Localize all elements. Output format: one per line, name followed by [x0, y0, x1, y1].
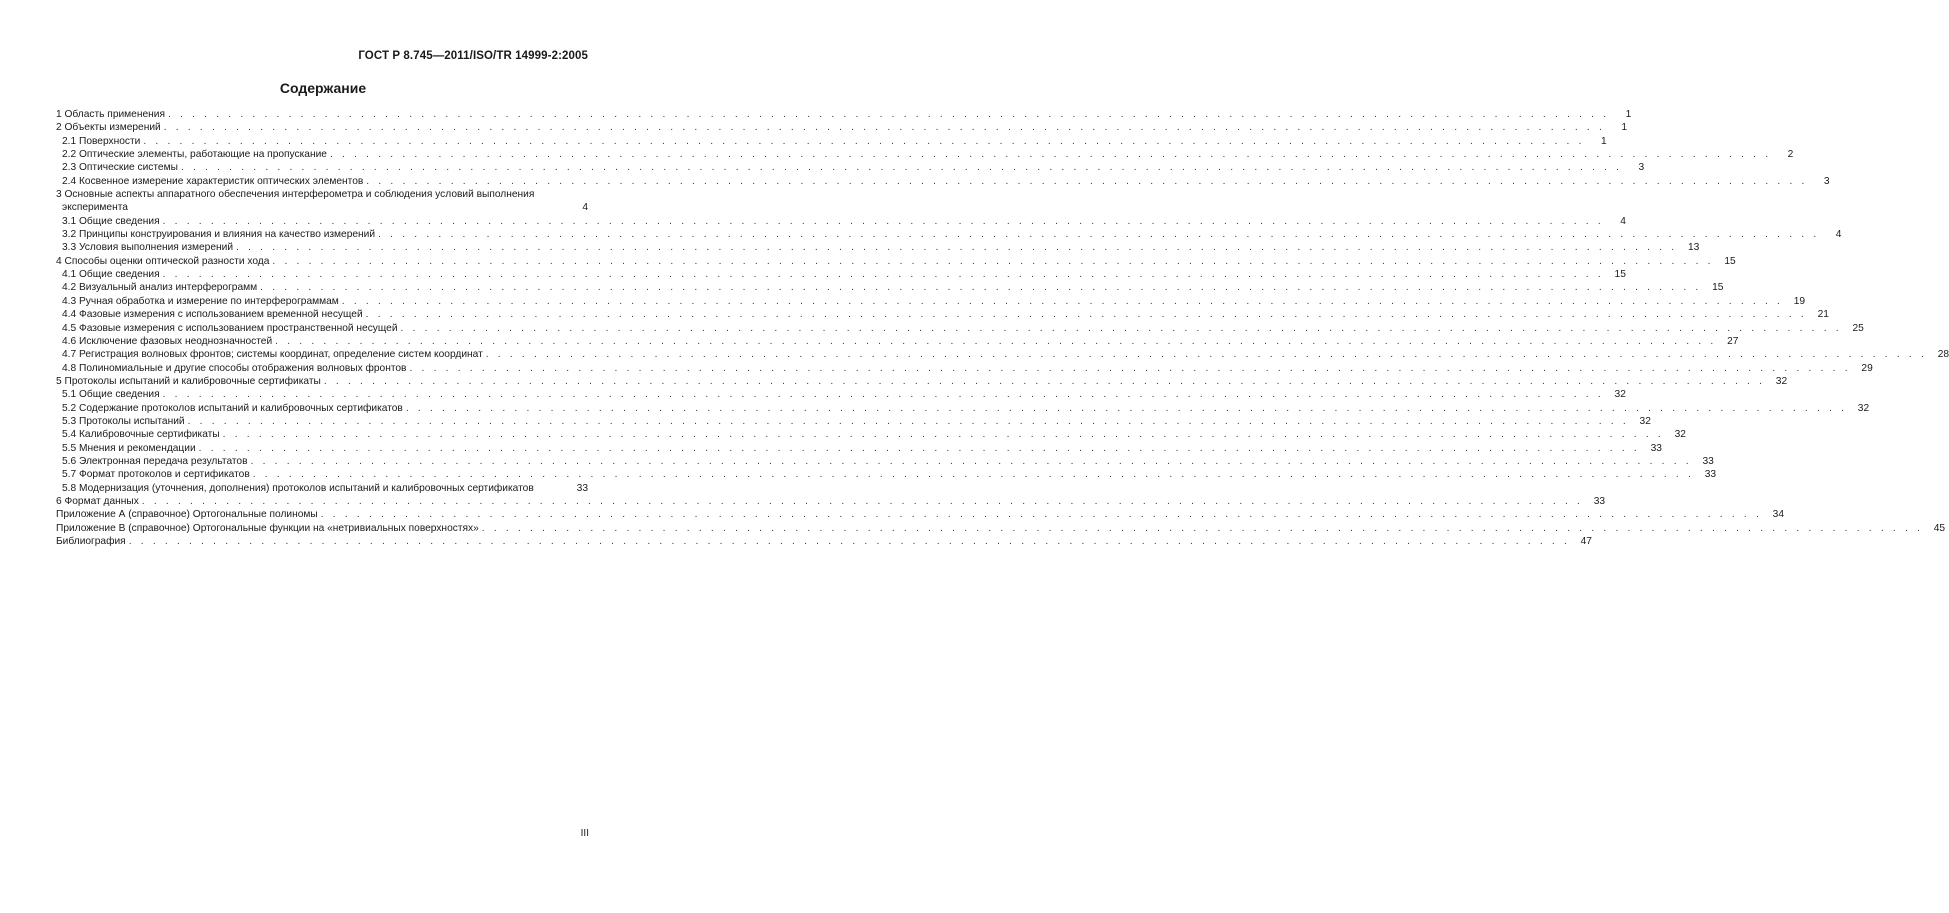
toc-entry-title: 5.4 Калибровочные сертификаты [62, 429, 220, 441]
dot-leader: . . . . . . . . . . . . . . . . . . . . . . . . . . . . . . . . . . . . . . . . . . . . . . . . . . . . . . . . . . . . . . . . . . . . . . . . . . . . . . . . . . . . . . . . . . . . . . . . . . . . . . . . . . . . . . . . . . . . . . . . [323, 375, 1766, 387]
toc-entry-title: 2.2 Оптические элементы, работающие на пропускание [62, 149, 327, 161]
dot-leader: . . . . . . . . . . . . . . . . . . . . . . . . . . . . . . . . . . . . . . . . . . . . . . . . . . . . . . . . . . . . . . . . . . . . . . . . . . . . . . . . . . . . . . . . . . . . . . . . . . . . . . . . . . . . . . . . . . . . . . . . [252, 469, 1695, 481]
toc-entry-page: 28 [1937, 349, 1949, 361]
toc-entry-page: 15 [1724, 255, 1736, 267]
toc-entry-title: Приложение В (справочное) Ортогональные функции на «нетривиальных поверхностях» [56, 522, 479, 534]
dot-leader: . . . . . . . . . . . . . . . . . . . . . . . . . . . . . . . . . . . . . . . . . . . . . . . . . . . . . . . . . . . . . . . . . . . . . . . . . . . . . . . . . . . . . . . . . . . . . . . . . . . . . . . . . . . . . . . . . . . . . . . . [236, 242, 1678, 254]
toc-entry-title: 2.1 Поверхности [62, 135, 141, 147]
table-of-contents [56, 108, 1949, 548]
dot-leader: . . . . . . . . . . . . . . . . . . . . . . . . . . . . . . . . . . . . . . . . . . . . . . . . . . . . . . . . . . . . . . . . . . . . . . . . . . . . . . . . . . . . . . . . . . . . . . . . . . . . . . . . . . . . . . . . . . . . . . . . [162, 215, 1604, 227]
dot-leader: . . . . . . . . . . . . . . . . . . . . . . . . . . . . . . . . . . . . . . . . . . . . . . . . . . . . . . . . . . . . . . . . . . . . . . . . . . . . . . . . . . . . . . . . . . . . . . . . . . . . . . . . . . . . . . . . . . . . . . . . [275, 335, 1717, 347]
toc-entry-page: 2 [1787, 149, 1794, 161]
dot-leader: . . . . . . . . . . . . . . . . . . . . . . . . . . . . . . . . . . . . . . . . . . . . . . . . . . . . . . . . . . . . . . . . . . . . . . . . . . . . . . . . . . . . . . . . . . . . . . . . . . . . . . . . . . . . . . . . . . . . . . . . [163, 122, 1605, 134]
toc-entry-page: 27 [1727, 335, 1739, 347]
toc-entry-page: 3 [1638, 162, 1645, 174]
toc-entry [56, 281, 1724, 294]
toc-entry-title: 5.5 Мнения и рекомендации [62, 442, 196, 454]
toc-entry-page: 1 [1621, 122, 1627, 134]
toc-entry-title: 3.2 Принципы конструирования и влияния на качество измерений [62, 229, 376, 241]
toc-entry [56, 428, 1686, 441]
dot-leader: . . . . . . . . . . . . . . . . . . . . . . . . . . . . . . . . . . . . . . . . . . . . . . . . . . . . . . . . . . . . . . . . . . . . . . . . . . . . . . . . . . . . . . . . . . . . . . . . . . . . . . . . . . . . . . . . . . . . . . . . [198, 442, 1640, 454]
dot-leader: . . . . . . . . . . . . . . . . . . . . . . . . . . . . . . . . . . . . . . . . . . . . . . . . . . . . . . . . . . . . . . . . . . . . . . . . . . . . . . . . . . . . . . . . . . . . . . . . . . . . . . . . . . . . . . . . . . . . . . . . [162, 269, 1604, 281]
dot-leader: . . . . . . . . . . . . . . . . . . . . . . . . . . . . . . . . . . . . . . . . . . . . . . . . . . . . . . . . . . . . . . . . . . . . . . . . . . . . . . . . . . . . . . . . . . . . . . . . . . . . . . . . . . . . . . . . . . . . . . . . [378, 229, 1820, 241]
dot-leader: . . . . . . . . . . . . . . . . . . . . . . . . . . . . . . . . . . . . . . . . . . . . . . . . . . . . . . . . . . . . . . . . . . . . . . . . . . . . . . . . . . . . . . . . . . . . . . . . . . . . . . . . . . . . . . . . . . . . . . . . [187, 415, 1629, 427]
dot-leader: . . . . . . . . . . . . . . . . . . . . . . . . . . . . . . . . . . . . . . . . . . . . . . . . . . . . . . . . . . . . . . . . . . . . . . . . . . . . . . . . . . . . . . . . . . . . . . . . . . . . . . . . . . . . . . . . . . . . . . . . [320, 509, 1762, 521]
toc-entry-page: 33 [1593, 495, 1606, 507]
toc-entry-title: 4.5 Фазовые измерения с использованием пространственной несущей [62, 322, 398, 334]
toc-entry-page: 33 [1704, 469, 1717, 481]
dot-leader: . . . . . . . . . . . . . . . . . . . . . . . . . . . . . . . . . . . . . . . . . . . . . . . . . . . . . . . . . . . . . . . . . . . . . . . . . . . . . . . . . . . . . . . . . . . . . . . . . . . . . . . . . . . . . . . . . . . . . . . . [400, 322, 1842, 334]
toc-entry-title: 6 Формат данных [56, 495, 139, 507]
toc-entry-page: 47 [1580, 536, 1592, 547]
toc-entry [56, 455, 1714, 468]
toc-entry-title: 4.4 Фазовые измерения с использованием временной несущей [62, 309, 363, 321]
toc-entry [56, 322, 1864, 335]
toc-entry [56, 135, 1607, 148]
toc-entry-page: 1 [1600, 135, 1607, 147]
dot-leader: . . . . . . . . . . . . . . . . . . . . . . . . . . . . . . . . . . . . . . . . . . . . . . . . . . . . . . . . . . . . . . . . . . . . . . . . . . . . . . . . . . . . . . . . . . . . . . . . . . . . . . . . . . . . . . . . . . . . . . . . [141, 495, 1584, 507]
toc-entry [56, 508, 1784, 521]
toc-entry-title: Библиография [56, 536, 126, 547]
toc-entry-page: 32 [1674, 429, 1686, 441]
toc-entry-title: 1 Область применения [56, 109, 165, 120]
toc-entry-page: 25 [1852, 322, 1864, 334]
toc-entry [56, 335, 1739, 348]
toc-entry [56, 308, 1829, 321]
toc-entry [56, 468, 1717, 481]
dot-leader: . . . . . . . . . . . . . . . . . . . . . . . . . . . . . . . . . . . . . . . . . . . . . . . . . . . . . . . . . . . . . . . . . . . . . . . . . . . . . . . . . . . . . . . . . . . . . . . . . . . . . . . . . . . . . . . . . . . . . . . . [167, 109, 1610, 120]
toc-entry-page: 4 [1835, 229, 1842, 241]
toc-entry [56, 442, 1662, 455]
dot-leader: . . . . . . . . . . . . . . . . . . . . . . . . . . . . . . . . . . . . . . . . . . . . . . . . . . . . . . . . . . . . . . . . . . . . . . . . . . . . . . . . . . . . . . . . . . . . . . . . . . . . . . . . . . . . . . . . . . . . . . . . [260, 282, 1702, 294]
toc-entry-title: 5.7 Формат протоколов и сертификатов [62, 469, 250, 481]
toc-entry [56, 388, 1626, 401]
toc-entry [56, 402, 1870, 415]
toc-entry-title: 4.1 Общие сведения [62, 269, 160, 281]
toc-entry-page: 32 [1857, 402, 1870, 414]
dot-leader: . . . . . . . . . . . . . . . . . . . . . . . . . . . . . . . . . . . . . . . . . . . . . . . . . . . . . . . . . . . . . . . . . . . . . . . . . . . . . . . . . . . . . . . . . . . . . . . . . . . . . . . . . . . . . . . . . . . . . . . . [180, 162, 1623, 174]
document-code: ГОСТ Р 8.745—2011/ISO/TR 14999-2:2005 [358, 50, 588, 62]
toc-entry-title: 5.2 Содержание протоколов испытаний и калибровочных сертификатов [62, 402, 403, 414]
dot-leader: . . . . . . . . . . . . . . . . . . . . . . . . . . . . . . . . . . . . . . . . . . . . . . . . . . . . . . . . . . . . . . . . . . . . . . . . . . . . . . . . . . . . . . . . . . . . . . . . . . . . . . . . . . . . . . . . . . . . . . . . [405, 402, 1848, 414]
toc-entry [56, 415, 1651, 428]
toc-entry-title: 4.8 Полиномиальные и другие способы отображения волновых фронтов [62, 362, 407, 374]
toc-entry-page: 21 [1817, 309, 1829, 321]
toc-entry-title: 2.4 Косвенное измерение характеристик оптических элементов [62, 175, 364, 187]
toc-entry [56, 522, 1946, 535]
toc-entry [56, 108, 1632, 121]
toc-entry [56, 295, 1806, 308]
toc-entry-title: 4.6 Исключение фазовых неоднозначностей [62, 335, 273, 347]
dot-leader: . . . . . . . . . . . . . . . . . . . . . . . . . . . . . . . . . . . . . . . . . . . . . . . . . . . . . . . . . . . . . . . . . . . . . . . . . . . . . . . . . . . . . . . . . . . . . . . . . . . . . . . . . . . . . . . . . . . . . . . . [366, 175, 1808, 187]
dot-leader: . . . . . . . . . . . . . . . . . . . . . . . . . . . . . . . . . . . . . . . . . . . . . . . . . . . . . . . . . . . . . . . . . . . . . . . . . . . . . . . . . . . . . . . . . . . . . . . . . . . . . . . . . . . . . . . . . . . . . . . . [365, 309, 1807, 321]
toc-entry-title: 2 Объекты измерений [56, 122, 161, 134]
toc-entry [56, 362, 1873, 375]
toc-entry [56, 535, 1592, 548]
dot-leader: . . . . . . . . . . . . . . . . . . . . . . . . . . . . . . . . . . . . . . . . . . . . . . . . . . . . . . . . . . . . . . . . . . . . . . . . . . . . . . . . . . . . . . . . . . . . . . . . . . . . . . . . . . . . . . . . . . . . . . . . [162, 389, 1604, 401]
dot-leader: . . . . . . . . . . . . . . . . . . . . . . . . . . . . . . . . . . . . . . . . . . . . . . . . . . . . . . . . . . . . . . . . . . . . . . . . . . . . . . . . . . . . . . . . . . . . . . . . . . . . . . . . . . . . . . . . . . . . . . . . [341, 295, 1784, 307]
dot-leader: . . . . . . . . . . . . . . . . . . . . . . . . . . . . . . . . . . . . . . . . . . . . . . . . . . . . . . . . . . . . . . . . . . . . . . . . . . . . . . . . . . . . . . . . . . . . . . . . . . . . . . . . . . . . . . . . . . . . . . . . [128, 536, 1570, 547]
toc-entry-page: 33 [1650, 442, 1662, 454]
toc-entry [56, 268, 1626, 281]
toc-entry-continuation [56, 201, 588, 214]
toc-entry-title: 5 Протоколы испытаний и калибровочные сертификаты [56, 375, 321, 387]
toc-entry-title: 4.3 Ручная обработка и измерение по интерферограммам [62, 295, 339, 307]
dot-leader: . . . . . . . . . . . . . . . . . . . . . . . . . . . . . . . . . . . . . . . . . . . . . . . . . . . . . . . . . . . . . . . . . . . . . . . . . . . . . . . . . . . . . . . . . . . . . . . . . . . . . . . . . . . . . . . . . . . . . . . . [222, 429, 1664, 441]
toc-entry-page: 32 [1614, 389, 1626, 401]
toc-entry-page: 33 [1702, 455, 1714, 467]
dot-leader: . . . . . . . . . . . . . . . . . . . . . . . . . . . . . . . . . . . . . . . . . . . . . . . . . . . . . . . . . . . . . . . . . . . . . . . . . . . . . . . . . . . . . . . . . . . . . . . . . . . . . . . . . . . . . . . . . . . . . . . . [481, 522, 1924, 534]
toc-entry [56, 255, 1736, 268]
toc-entry [56, 188, 588, 215]
dot-leader: . . . . . . . . . . . . . . . . . . . . . . . . . . . . . . . . . . . . . . . . . . . . . . . . . . . . . . . . . . . . . . . . . . . . . . . . . . . . . . . . . . . . . . . . . . . . . . . . . . . . . . . . . . . . . . . . . . . . . . . . [250, 455, 1692, 467]
toc-entry [56, 121, 1627, 134]
toc-entry [56, 375, 1788, 388]
dot-leader: . . . . . . . . . . . . . . . . . . . . . . . . . . . . . . . . . . . . . . . . . . . . . . . . . . . . . . . . . . . . . . . . . . . . . . . . . . . . . . . . . . . . . . . . . . . . . . . . . . . . . . . . . . . . . . . . . . . . . . . . [143, 135, 1585, 147]
toc-entry-page: 33 [576, 482, 588, 494]
toc-entry-page: 3 [1823, 175, 1830, 187]
toc-entry-page: 32 [1639, 415, 1651, 427]
toc-entry-page: 4 [582, 202, 588, 214]
toc-entry-page: 45 [1933, 522, 1946, 534]
toc-entry-title: Приложение А (справочное) Ортогональные полиномы [56, 509, 318, 521]
toc-entry-title: 5.8 Модернизация (уточнения, дополнения) протоколов испытаний и калибровочных сертификатов [62, 482, 534, 494]
toc-entry [56, 495, 1606, 508]
toc-entry [56, 241, 1700, 254]
toc-entry-page: 19 [1793, 295, 1806, 307]
toc-entry [56, 175, 1830, 188]
toc-entry [56, 215, 1626, 228]
toc-entry-page: 34 [1772, 509, 1784, 521]
dot-leader: . . . . . . . . . . . . . . . . . . . . . . . . . . . . . . . . . . . . . . . . . . . . . . . . . . . . . . . . . . . . . . . . . . . . . . . . . . . . . . . . . . . . . . . . . . . . . . . . . . . . . . . . . . . . . . . . . . . . . . . . [409, 362, 1851, 374]
toc-entry-page: 1 [1625, 109, 1632, 120]
toc-entry-title: 4 Способы оценки оптической разности хода [56, 255, 270, 267]
toc-entry [56, 148, 1794, 161]
toc-entry-page: 15 [1614, 269, 1626, 281]
toc-entry-page: 4 [1620, 215, 1626, 227]
toc-entry [56, 228, 1842, 241]
toc-entry-title: 3.3 Условия выполнения измерений [62, 242, 234, 254]
toc-entry-page: 32 [1775, 375, 1788, 387]
toc-entry-title: 5.1 Общие сведения [62, 389, 160, 401]
dot-leader: . . . . . . . . . . . . . . . . . . . . . . . . . . . . . . . . . . . . . . . . . . . . . . . . . . . . . . . . . . . . . . . . . . . . . . . . . . . . . . . . . . . . . . . . . . . . . . . . . . . . . . . . . . . . . . . . . . . . . . . . [485, 349, 1928, 361]
toc-entry-title-continued: эксперимента [62, 202, 128, 214]
dot-leader: . . . . . . . . . . . . . . . . . . . . . . . . . . . . . . . . . . . . . . . . . . . . . . . . . . . . . . . . . . . . . . . . . . . . . . . . . . . . . . . . . . . . . . . . . . . . . . . . . . . . . . . . . . . . . . . . . . . . . . . . [272, 255, 1714, 267]
page-number: III [580, 828, 589, 839]
toc-entry-title: 5.3 Протоколы испытаний [62, 415, 185, 427]
toc-entry-title: 3 Основные аспекты аппаратного обеспечения интерферометра и соблюдения условий выполнения [56, 189, 535, 201]
dot-leader: . . . . . . . . . . . . . . . . . . . . . . . . . . . . . . . . . . . . . . . . . . . . . . . . . . . . . . . . . . . . . . . . . . . . . . . . . . . . . . . . . . . . . . . . . . . . . . . . . . . . . . . . . . . . . . . . . . . . . . . . [329, 149, 1772, 161]
toc-heading: Содержание [279, 80, 367, 96]
toc-entry-title: 2.3 Оптические системы [62, 162, 178, 174]
toc-entry-page: 13 [1687, 242, 1700, 254]
toc-entry [56, 482, 588, 495]
toc-entry-title: 4.7 Регистрация волновых фронтов; системы координат, определение систем координат [62, 349, 483, 361]
toc-entry-page: 15 [1712, 282, 1724, 294]
toc-entry-title: 3.1 Общие сведения [62, 215, 160, 227]
toc-entry [56, 161, 1645, 174]
toc-entry-title: 4.2 Визуальный анализ интерферограмм [62, 282, 258, 294]
toc-entry-title: 5.6 Электронная передача результатов [62, 455, 248, 467]
toc-entry [56, 348, 1949, 361]
toc-entry-page: 29 [1861, 362, 1873, 374]
